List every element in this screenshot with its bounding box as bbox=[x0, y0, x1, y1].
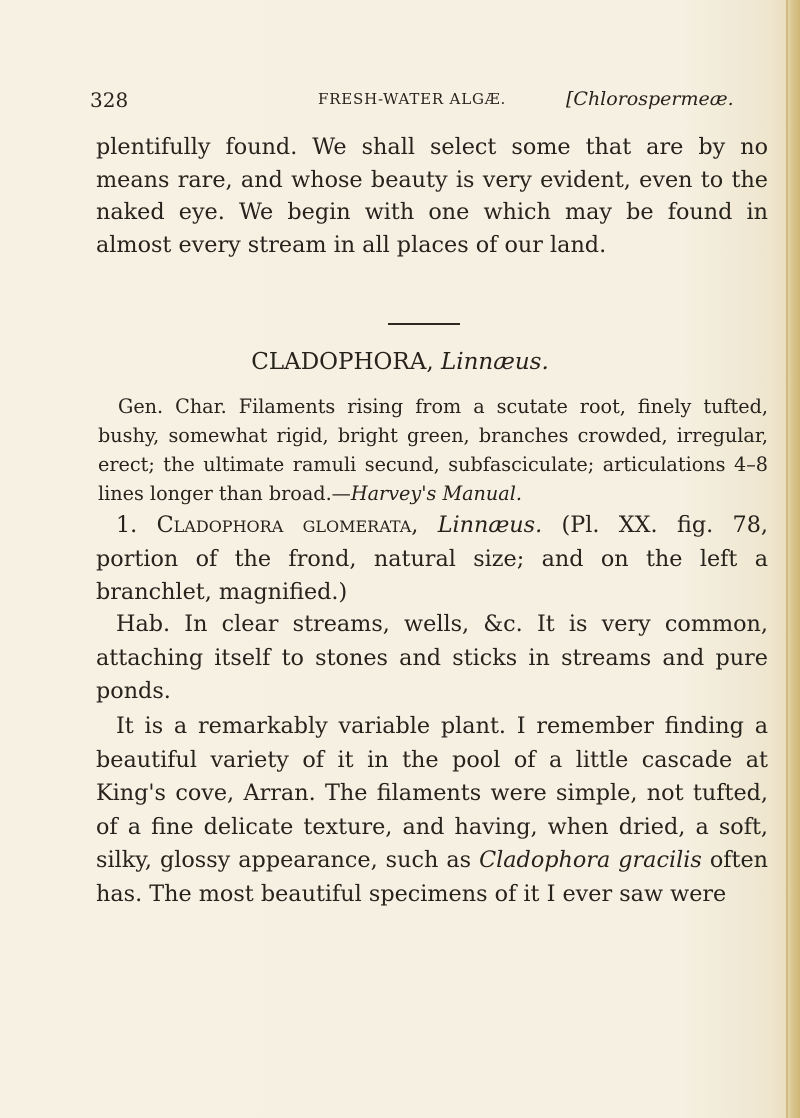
genus-heading bbox=[0, 349, 800, 375]
variability-paragraph bbox=[96, 710, 768, 911]
intro-paragraph: plentifully found. We shall select some that are by no means rare, and whose beauty is very evident, even to the naked eye. We begin with one which may be found in almost every stream in all places of our land. bbox=[96, 134, 768, 258]
generic-character-text: Gen. Char. Filaments rising from a scutate root, finely tufted, bushy, somewhat rigid, bright green, branches crowded, irregular, erect; the ultimate ramuli secund, subfasciculate; articulations 4–8 lines longer than broad.— bbox=[98, 395, 768, 505]
section-title: [Chlorospermeæ. bbox=[566, 88, 734, 110]
running-title: FRESH-WATER ALGÆ. bbox=[318, 90, 507, 108]
page-edge-line bbox=[786, 0, 788, 1118]
variability-species-ref: Cladophora gracilis bbox=[479, 847, 702, 873]
species-description: (Pl. XX. fig. 78, portion of the frond, natural size; and on the left a branchlet, magnified.) bbox=[96, 512, 768, 605]
species-entry bbox=[96, 509, 768, 610]
generic-character-citation: Harvey's Manual. bbox=[350, 482, 522, 505]
page-edge-shadow bbox=[786, 0, 800, 1118]
generic-character bbox=[98, 392, 768, 508]
habitat-paragraph: Hab. In clear streams, wells, &c. It is very common, attaching itself to stones and sticks in streams and pure ponds. bbox=[96, 611, 768, 704]
genus-authority: Linnæus. bbox=[440, 349, 549, 375]
species-name: Cladophora glomerata, bbox=[156, 512, 419, 538]
variability-text-before: It is a remarkably variable plant. I remember finding a beautiful variety of it in the pool of a little cascade at King's cove, Arran. The filaments were simple, not tufted, of a fine delicate texture, and having, when dried, a soft, silky, glossy appearance, such as bbox=[96, 713, 768, 873]
variability-text-after: often has. The most beautiful specimens of it I ever saw were bbox=[96, 847, 769, 907]
species-number: 1. bbox=[116, 512, 138, 538]
genus-name: CLADOPHORA, bbox=[251, 349, 434, 375]
running-header bbox=[90, 88, 740, 116]
species-authority: Linnæus. bbox=[437, 512, 543, 538]
page-number: 328 bbox=[90, 88, 129, 112]
section-divider bbox=[388, 323, 460, 325]
